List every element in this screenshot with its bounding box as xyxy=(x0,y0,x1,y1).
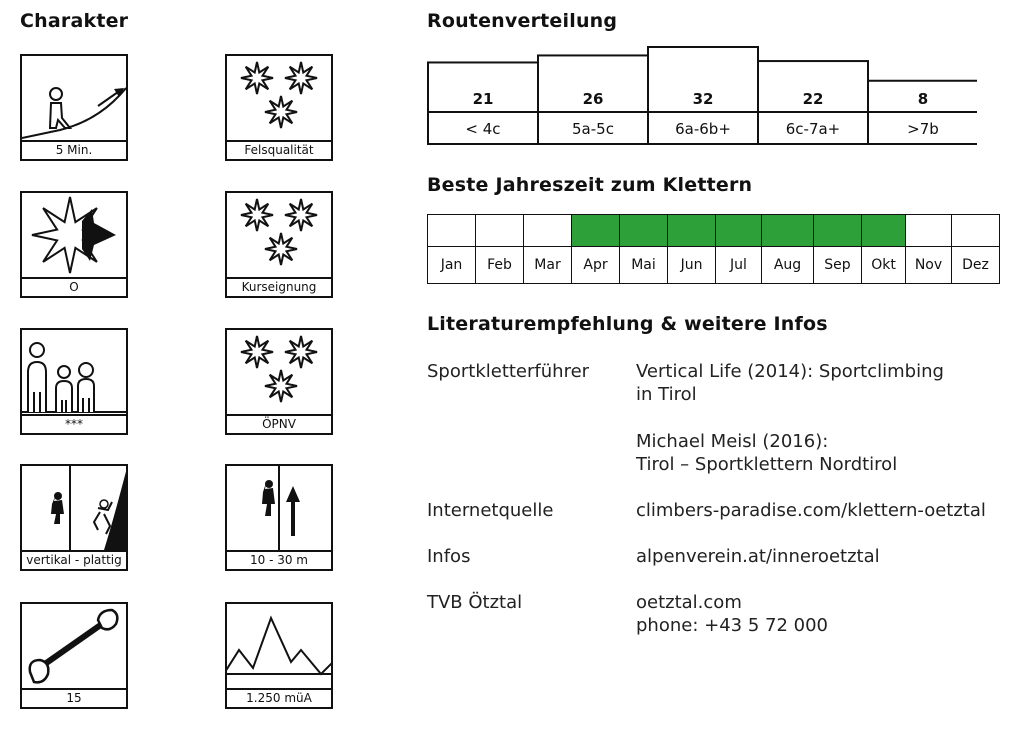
tile-picture xyxy=(20,328,128,414)
charakter-tile xyxy=(20,54,128,161)
tile-picture xyxy=(225,602,333,688)
literature-label: Internetquelle xyxy=(427,500,554,521)
month-indicator xyxy=(715,214,762,247)
family-icon xyxy=(22,330,126,414)
climbers-vertical-slab-icon xyxy=(22,466,126,550)
routes-heading: Routenverteilung xyxy=(427,10,618,32)
month-label: Feb xyxy=(475,246,524,284)
charakter-tile xyxy=(225,602,333,709)
month-label: Okt xyxy=(861,246,906,284)
charakter-heading: Charakter xyxy=(20,10,129,32)
month-indicator xyxy=(905,214,952,247)
literature-value: in Tirol xyxy=(636,384,697,405)
literature-value: Vertical Life (2014): Sportclimbing xyxy=(636,361,944,382)
literature-link[interactable]: oetztal.com xyxy=(636,592,742,613)
tile-picture xyxy=(225,54,333,140)
month-label: Mar xyxy=(523,246,572,284)
month-label: Aug xyxy=(761,246,814,284)
tile-picture xyxy=(20,464,128,550)
tile-picture xyxy=(20,54,128,140)
charakter-tile xyxy=(225,54,333,161)
month-indicator xyxy=(475,214,524,247)
month-indicator xyxy=(861,214,906,247)
month-indicator xyxy=(427,214,476,247)
month-label: Mai xyxy=(619,246,668,284)
literature-label: Infos xyxy=(427,546,471,567)
route-count: 21 xyxy=(472,90,494,108)
route-count: 22 xyxy=(802,90,824,108)
month-label: Sep xyxy=(813,246,862,284)
charakter-tile xyxy=(225,328,333,435)
month-indicator xyxy=(761,214,814,247)
charakter-tile xyxy=(225,191,333,298)
route-grade-label: 6c-7a+ xyxy=(785,120,841,138)
route-distribution-chart xyxy=(427,44,977,146)
route-count: 26 xyxy=(582,90,604,108)
month-indicator xyxy=(667,214,716,247)
literature-link[interactable]: alpenverein.at/inneroetztal xyxy=(636,546,880,567)
approach-walk-icon xyxy=(22,56,126,140)
tile-caption: 15 xyxy=(20,688,128,709)
month-label: Jul xyxy=(715,246,762,284)
tile-picture xyxy=(225,191,333,277)
tile-caption: *** xyxy=(20,414,128,435)
month-label: Jun xyxy=(667,246,716,284)
literature-value: phone: +43 5 72 000 xyxy=(636,615,828,636)
tile-caption: vertikal - plattig xyxy=(20,550,128,571)
route-count: 32 xyxy=(692,90,714,108)
charakter-tile xyxy=(20,191,128,298)
climber-height-arrow-icon xyxy=(227,466,331,550)
route-grade-label: 5a-5c xyxy=(572,120,614,138)
tile-caption: ÖPNV xyxy=(225,414,333,435)
month-label: Nov xyxy=(905,246,952,284)
three-stars-icon xyxy=(227,56,331,140)
month-label: Jan xyxy=(427,246,476,284)
month-indicator xyxy=(813,214,862,247)
literature-heading: Literaturempfehlung & weitere Infos xyxy=(427,313,828,335)
month-indicator xyxy=(523,214,572,247)
three-stars-icon xyxy=(227,330,331,414)
tile-caption: Felsqualität xyxy=(225,140,333,161)
three-stars-icon xyxy=(227,193,331,277)
charakter-tile xyxy=(20,328,128,435)
tile-caption: 5 Min. xyxy=(20,140,128,161)
tile-picture xyxy=(225,328,333,414)
literature-label: TVB Ötztal xyxy=(427,592,523,613)
quickdraw-icon xyxy=(22,604,126,688)
route-grade-label: >7b xyxy=(907,120,939,138)
literature-link[interactable]: climbers-paradise.com/klettern-oetztal xyxy=(636,500,986,521)
tile-caption: O xyxy=(20,277,128,298)
charakter-tile xyxy=(20,602,128,709)
month-indicator xyxy=(571,214,620,247)
mountain-altitude-icon xyxy=(227,604,331,688)
sun-orientation-icon xyxy=(22,193,126,277)
tile-picture xyxy=(20,602,128,688)
tile-picture xyxy=(225,464,333,550)
literature-label: Sportkletterführer xyxy=(427,361,590,382)
month-label: Apr xyxy=(571,246,620,284)
tile-caption: 10 - 30 m xyxy=(225,550,333,571)
tile-caption: 1.250 müA xyxy=(225,688,333,709)
route-count: 8 xyxy=(917,90,929,108)
tile-picture xyxy=(20,191,128,277)
route-grade-label: 6a-6b+ xyxy=(675,120,731,138)
literature-value: Michael Meisl (2016): xyxy=(636,431,829,452)
month-indicator xyxy=(619,214,668,247)
literature-value: Tirol – Sportklettern Nordtirol xyxy=(636,454,898,475)
month-indicator xyxy=(951,214,1000,247)
route-grade-label: < 4c xyxy=(465,120,501,138)
tile-caption: Kurseignung xyxy=(225,277,333,298)
season-heading: Beste Jahreszeit zum Klettern xyxy=(427,174,753,196)
month-label: Dez xyxy=(951,246,1000,284)
charakter-tile xyxy=(225,464,333,571)
charakter-tile xyxy=(20,464,128,571)
